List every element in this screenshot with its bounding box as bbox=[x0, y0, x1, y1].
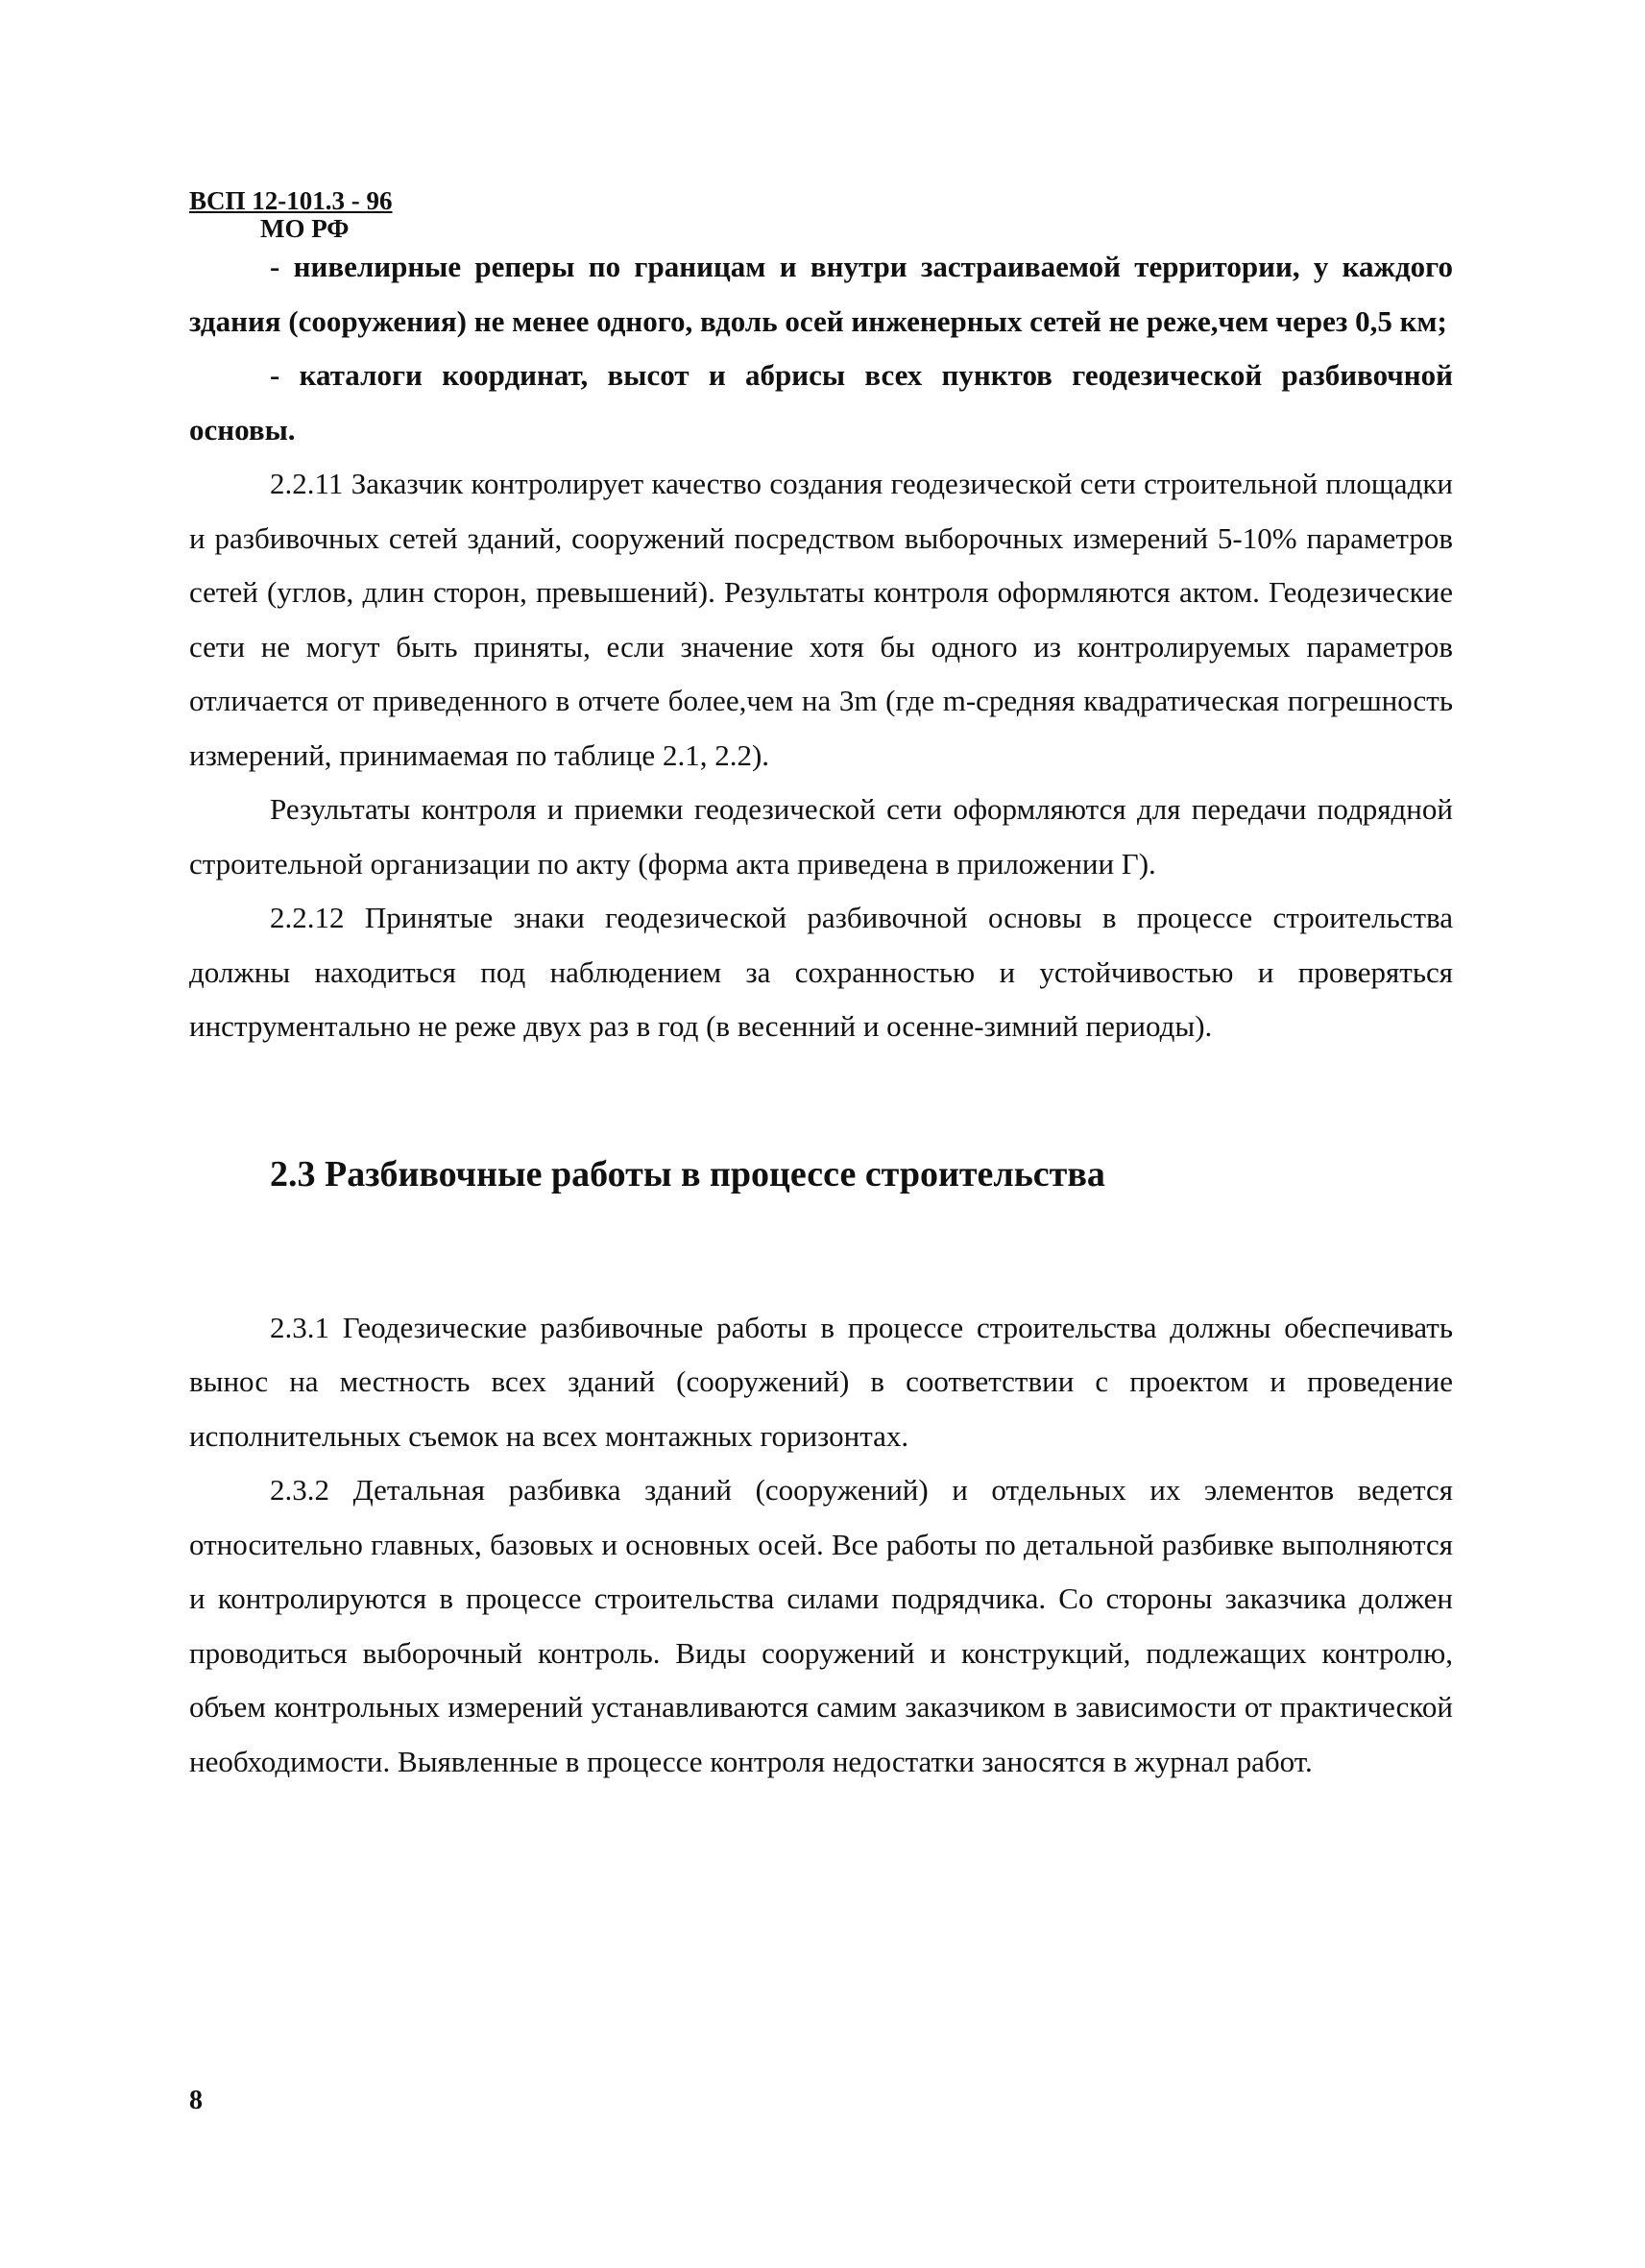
paragraph-2-3-1: 2.3.1 Геодезические разбивочные работы в процессе строительства должны обеспечивать вынос на местность всех зданий (сооружений) в соответствии с проектом и проведение исполнительных съемок на всех монтажных горизонтах. bbox=[189, 1310, 1453, 1453]
paragraph-2-2-11: 2.2.11 Заказчик контролирует качество создания геодезической сети строительной площадки и разбивочных сетей зданий, сооружений посредством выборочных измерений 5-10% параметров сетей (углов, длин сторон, превышений). Результаты контроля оформляются актом. Геодезические сети не могут быть приняты, если значение хотя бы одного из контролируемых параметров отличается от приведенного в отчете более,чем на 3m (где m-средняя квадратическая погрешность измерений, принимаемая по таблице 2.1, 2.2). bbox=[189, 467, 1453, 772]
section-heading: 2.3 Разбивочные работы в процессе строительства bbox=[270, 1153, 1105, 1194]
paragraph-2-3-2: 2.3.2 Детальная разбивка зданий (сооружений) и отдельных их элементов ведется относительно главных, базовых и основных осей. Все работы по детальной разбивке выполняются и контролируются в процессе строительства силами подрядчика. Со стороны заказчика должен проводиться выборочный контроль. Виды сооружений и конструкций, подлежащих контролю, объем контрольных измерений устанавливаются самим заказчиком в зависимости от практической необходимости. Выявленные в процессе контроля недостатки заносятся в журнал работ. bbox=[189, 1473, 1453, 1778]
page-header bbox=[189, 188, 393, 242]
page-number: 8 bbox=[189, 2086, 203, 2115]
document-body bbox=[189, 240, 1453, 1789]
organization-label: МО РФ bbox=[260, 214, 350, 243]
list-item-benchmarks: - нивелирные реперы по границам и внутри застраиваемой территории, у каждого здания (сооружения) не менее одного, вдоль осей инженерных сетей не реже,чем через 0,5 км; bbox=[189, 250, 1453, 338]
list-item-catalogs: - каталоги координат, высот и абрисы всех пунктов геодезической разбивочной основы. bbox=[189, 358, 1453, 446]
paragraph-results: Результаты контроля и приемки геодезической сети оформляются для передачи подрядной строительной организации по акту (форма акта приведена в приложении Г). bbox=[189, 792, 1453, 881]
paragraph-2-2-12: 2.2.12 Принятые знаки геодезической разбивочной основы в процессе строительства должны находиться под наблюдением за сохранностью и устойчивостью и проверяться инструментально не реже двух раз в год (в весенний и осенне-зимний периоды). bbox=[189, 901, 1453, 1043]
document-code: ВСП 12-101.3 - 96 bbox=[189, 186, 393, 215]
